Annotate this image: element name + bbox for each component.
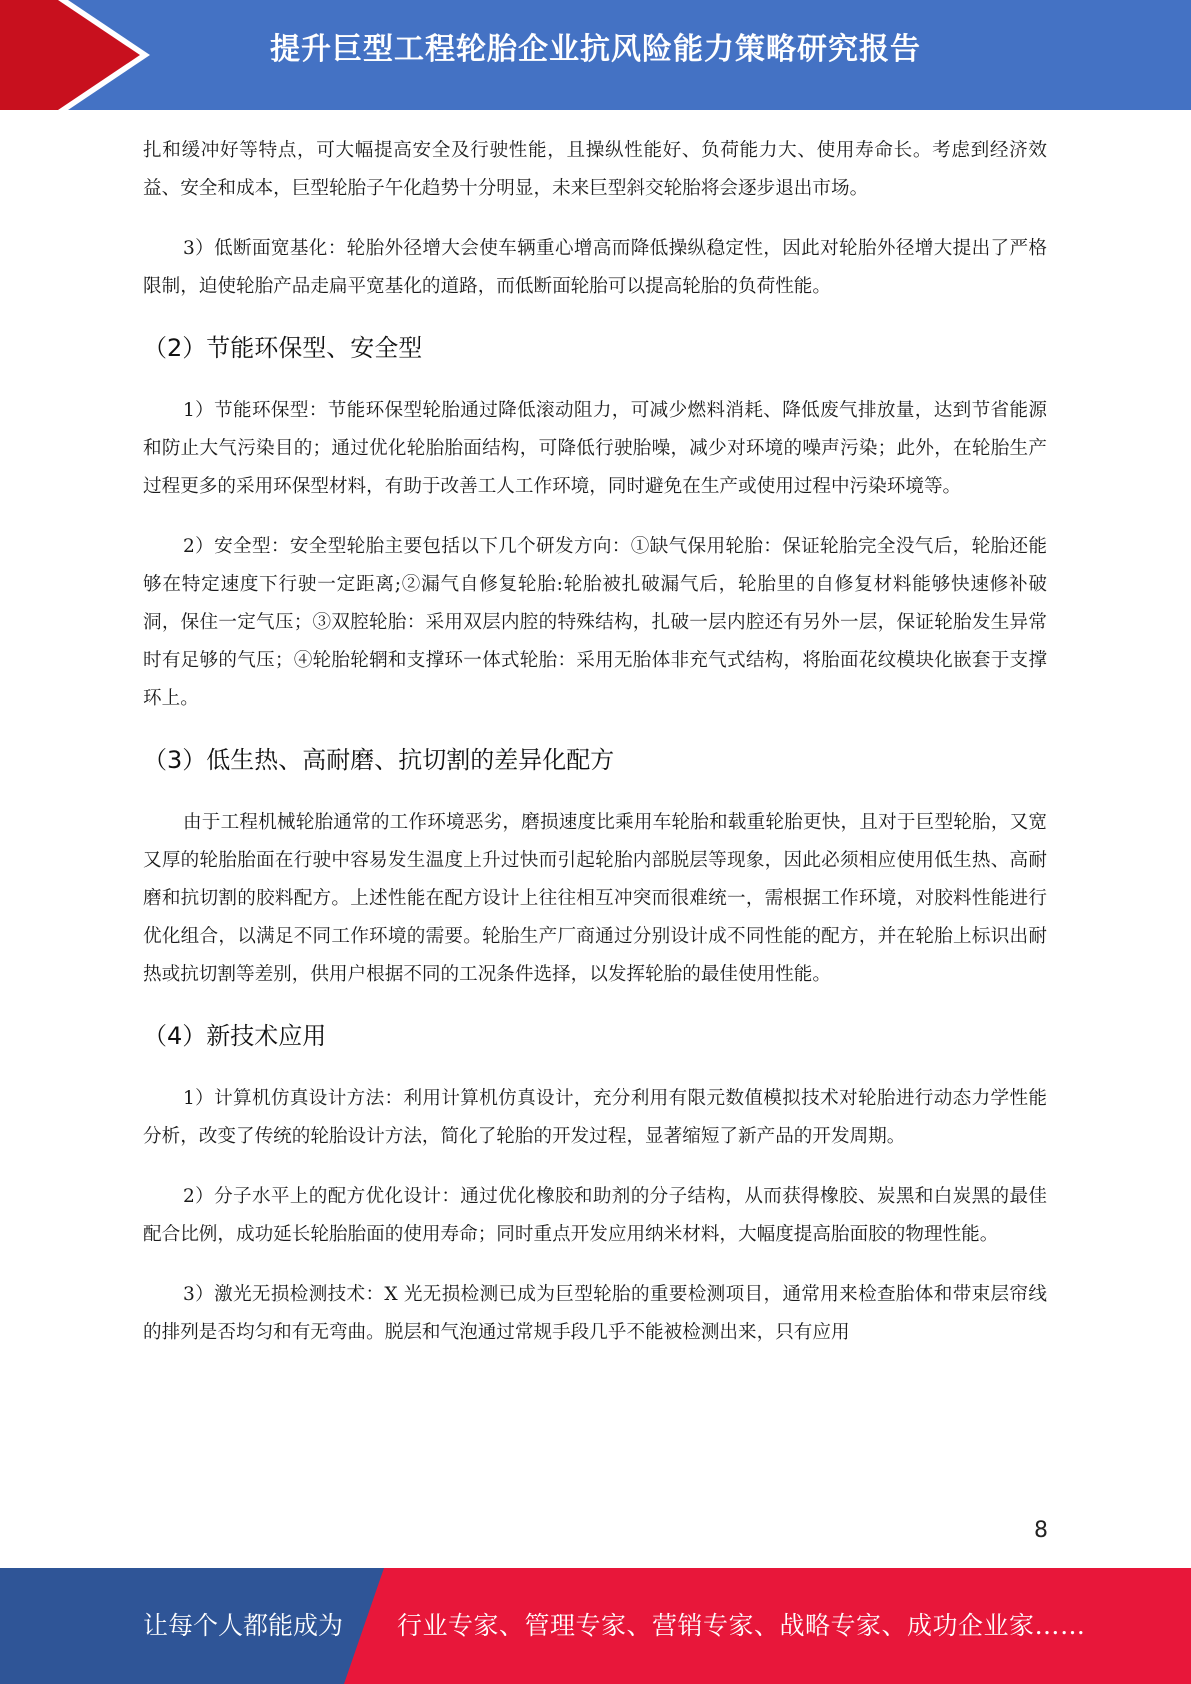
paragraph-eco: 1）节能环保型：节能环保型轮胎通过降低滚动阻力，可减少燃料消耗、降低废气排放量，达到节省能源和防止大气污染目的；通过优化轮胎胎面结构，可降低行驶胎噪，减少对环境的噪声污染；此外，在轮胎生产过程更多的采用环保型材料，有助于改善工人工作环境，同时避免在生产或使用过程中污染环境等。 — [143, 400, 1047, 497]
section-heading-energy-safety: （2）节能环保型、安全型 — [143, 334, 423, 362]
paragraph-simulation: 1）计算机仿真设计方法：利用计算机仿真设计，充分利用有限元数值模拟技术对轮胎进行动态力学性能分析，改变了传统的轮胎设计方法，简化了轮胎的开发过程，显著缩短了新产品的开发周期。 — [143, 1088, 1047, 1147]
page-header — [0, 0, 1191, 110]
paragraph-low-section: 3）低断面宽基化：轮胎外径增大会使车辆重心增高而降低操纵稳定性，因此对轮胎外径增大提出了严格限制，迫使轮胎产品走扁平宽基化的道路，而低断面轮胎可以提高轮胎的负荷性能。 — [143, 238, 1047, 297]
header-chevron-icon — [0, 0, 160, 110]
paragraph-formula: 由于工程机械轮胎通常的工作环境恶劣，磨损速度比乘用车轮胎和载重轮胎更快，且对于巨型轮胎，又宽又厚的轮胎胎面在行驶中容易发生温度上升过快而引起轮胎内部脱层等现象，因此必须相应使用低生热、高耐磨和抗切割的胶料配方。上述性能在配方设计上往往相互冲突而很难统一，需根据工作环境，对胶料性能进行优化组合，以满足不同工作环境的需要。轮胎生产厂商通过分别设计成不同性能的配方，并在轮胎上标识出耐热或抗切割等差别，供用户根据不同的工况条件选择，以发挥轮胎的最佳使用性能。 — [143, 812, 1047, 985]
document-body — [143, 132, 1047, 1374]
paragraph-laser: 3）激光无损检测技术：X 光无损检测已成为巨型轮胎的重要检测项目，通常用来检查胎体和带束层帘线的排列是否均匀和有无弯曲。脱层和气泡通过常规手段几乎不能被检测出来，只有应用 — [143, 1284, 1047, 1343]
paragraph-safety: 2）安全型：安全型轮胎主要包括以下几个研发方向：①缺气保用轮胎：保证轮胎完全没气后，轮胎还能够在特定速度下行驶一定距离;②漏气自修复轮胎:轮胎被扎破漏气后，轮胎里的自修复材料能够快速修补破洞，保住一定气压；③双腔轮胎：采用双层内腔的特殊结构，扎破一层内腔还有另外一层，保证轮胎发生异常时有足够的气压；④轮胎轮辋和支撑环一体式轮胎：采用无胎体非充气式结构，将胎面花纹模块化嵌套于支撑环上。 — [143, 536, 1047, 709]
report-title: 提升巨型工程轮胎企业抗风险能力策略研究报告 — [270, 32, 921, 67]
page-footer — [0, 1568, 1191, 1684]
paragraph-molecular: 2）分子水平上的配方优化设计：通过优化橡胶和助剂的分子结构，从而获得橡胶、炭黑和白炭黑的最佳配合比例，成功延长轮胎胎面的使用寿命；同时重点开发应用纳米材料，大幅度提高胎面胶的物理性能。 — [143, 1186, 1047, 1245]
section-heading-formula: （3）低生热、高耐磨、抗切割的差异化配方 — [143, 746, 615, 774]
section-heading-new-tech: （4）新技术应用 — [143, 1022, 327, 1050]
paragraph-radial-continuation: 扎和缓冲好等特点，可大幅提高安全及行驶性能，且操纵性能好、负荷能力大、使用寿命长。考虑到经济效益、安全和成本，巨型轮胎子午化趋势十分明显，未来巨型斜交轮胎将会逐步退出市场。 — [143, 140, 1047, 199]
page-number: 8 — [1034, 1518, 1048, 1543]
footer-slogan-right: 行业专家、管理专家、营销专家、战略专家、成功企业家…… — [397, 1611, 1086, 1640]
footer-slogan-left: 让每个人都能成为 — [143, 1611, 344, 1640]
